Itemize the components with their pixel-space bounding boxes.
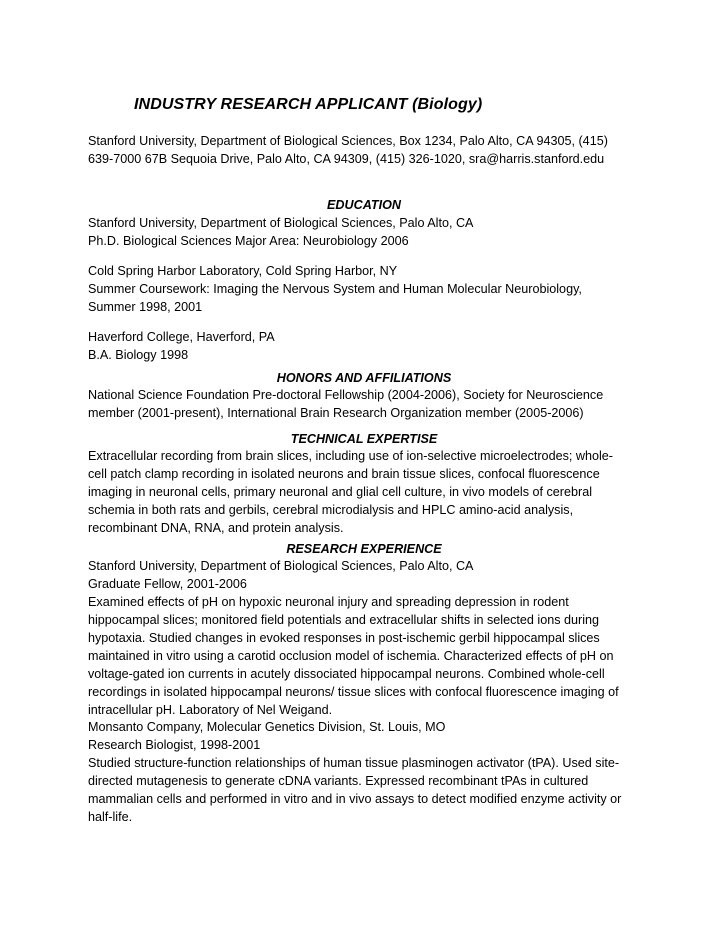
technical-heading: TECHNICAL EXPERTISE [290, 432, 438, 446]
research-line: mammalian cells and performed in vitro and in vivo assays to detect modified enzyme activity or [88, 792, 622, 806]
education-line: Summer 1998, 2001 [88, 300, 203, 314]
research-line: hippocampal slices; monitored field potentials and extracellular shifts in selected ions during [88, 613, 600, 627]
technical-line: recombinant DNA, RNA, and protein analysis. [88, 521, 344, 535]
research-line: hypotaxia. Studied changes in evoked responses in post-ischemic gerbil hippocampal slices [88, 631, 600, 645]
contact-info [88, 132, 698, 168]
technical-line: cell patch clamp recording in isolated neurons and brain tissue slices, confocal fluorescence [88, 467, 600, 481]
research-line: voltage-gated ion currents in acutely dissociated hippocampal neurons. Combined whole-cell [88, 667, 605, 681]
education-entry-stanford [88, 214, 648, 250]
education-line: Haverford College, Haverford, PA [88, 330, 275, 344]
contact-line: Stanford University, Department of Biological Sciences, Box 1234, Palo Alto, CA 94305, (415) [88, 134, 608, 148]
education-line: Stanford University, Department of Biological Sciences, Palo Alto, CA [88, 216, 474, 230]
technical-line: imaging in neuronal cells, primary neuronal and glial cell culture, in vivo models of cerebral [88, 485, 593, 499]
research-line: Stanford University, Department of Biological Sciences, Palo Alto, CA [88, 559, 474, 573]
contact-line: 639-7000 67B Sequoia Drive, Palo Alto, CA 94309, (415) 326-1020, sra@harris.stanford.edu [88, 152, 605, 166]
honors-line: National Science Foundation Pre-doctoral Fellowship (2004-2006), Society for Neuroscience [88, 388, 604, 402]
research-entry-monsanto [88, 718, 648, 826]
education-heading: EDUCATION [327, 198, 401, 212]
technical-line: Extracellular recording from brain slices, including use of ion-selective microelectrodes; whole- [88, 449, 613, 463]
research-heading: RESEARCH EXPERIENCE [286, 542, 442, 556]
research-line: directed mutagenesis to generate cDNA variants. Expressed recombinant tPAs in cultured [88, 774, 589, 788]
research-line: Studied structure-function relationships of human tissue plasminogen activator (tPA). Used site- [88, 756, 620, 770]
honors-heading: HONORS AND AFFILIATIONS [276, 371, 452, 385]
education-line: B.A. Biology 1998 [88, 348, 189, 362]
research-line: maintained in vitro using a carotid occlusion model of ischemia. Characterized effects of pH on [88, 649, 614, 663]
research-line: Graduate Fellow, 2001-2006 [88, 577, 247, 591]
resume-title: INDUSTRY RESEARCH APPLICANT (Biology) [134, 96, 483, 113]
research-line: Examined effects of pH on hypoxic neuronal injury and spreading depression in rodent [88, 595, 569, 609]
education-line: Cold Spring Harbor Laboratory, Cold Spring Harbor, NY [88, 264, 398, 278]
technical-text [88, 447, 648, 537]
education-entry-haverford [88, 328, 648, 364]
research-line: half-life. [88, 810, 133, 824]
research-line: Monsanto Company, Molecular Genetics Division, St. Louis, MO [88, 720, 446, 734]
research-line: intracellular pH. Laboratory of Nel Weigand. [88, 703, 333, 717]
honors-text [88, 386, 648, 422]
education-line: Summer Coursework: Imaging the Nervous System and Human Molecular Neurobiology, [88, 282, 582, 296]
research-entry-stanford [88, 557, 648, 719]
technical-line: schemia in both rats and gerbils, cerebral microdialysis and HPLC amino-acid analysis, [88, 503, 574, 517]
education-entry-cold-spring-harbor [88, 262, 648, 316]
research-line: recordings in isolated hippocampal neurons/ tissue slices with confocal fluorescence imaging of [88, 685, 619, 699]
research-line: Research Biologist, 1998-2001 [88, 738, 261, 752]
honors-line: member (2001-present), International Brain Research Organization member (2005-2006) [88, 406, 584, 420]
education-line: Ph.D. Biological Sciences Major Area: Neurobiology 2006 [88, 234, 409, 248]
